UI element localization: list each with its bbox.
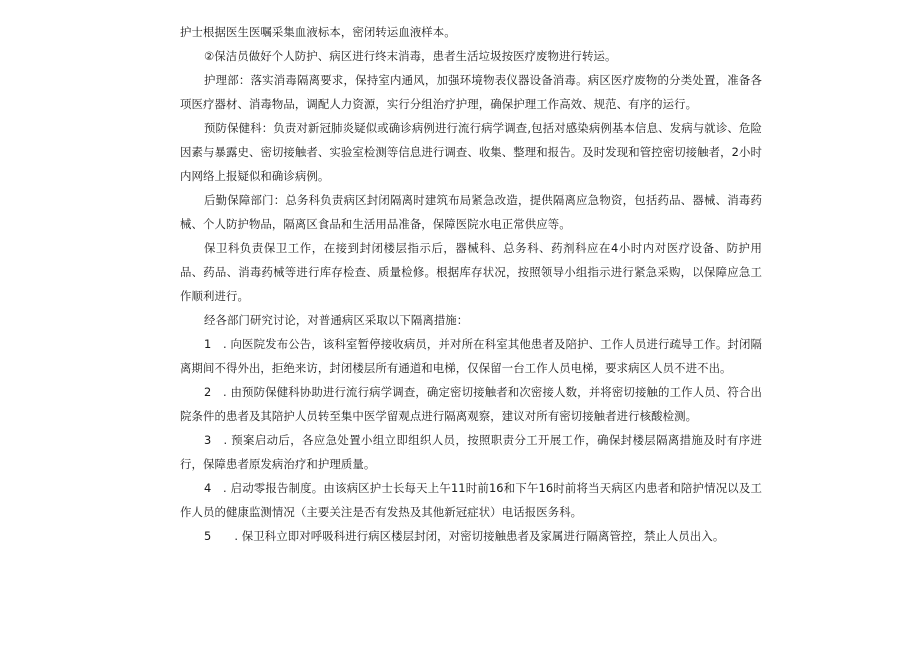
list-item-measure-5: 5 . 保卫科立即对呼吸科进行病区楼层封闭，对密切接触患者及家属进行隔离管控，禁止人员出入。 [204, 529, 725, 543]
paragraph-preventive-care: 预防保健科：负责对新冠肺炎疑似或确诊病例进行流行病学调查,包括对感染病例基本信息、发病与就诊、危险因素与暴露史、密切接触者、实验室检测等信息进行调查、收集、整理和报告。及时发现和管控密切接触者，2小时内网络上报疑似和确诊病例。 [180, 121, 762, 183]
paragraph-security: 保卫科负责保卫工作，在接到封闭楼层指示后，器械科、总务科、药剂科应在4小时内对医疗设备、防护用品、药品、消毒药械等进行库存检查、质量检修。根据库存状况，按照领导小组指示进行紧急采购，以保障应急工作顺利进行。 [180, 241, 762, 303]
paragraph-measures-intro: 经各部门研究讨论，对普通病区采取以下隔离措施： [204, 313, 469, 327]
paragraph-cleaning-staff: ②保洁员做好个人防护、病区进行终末消毒，患者生活垃圾按医疗废物进行转运。 [204, 49, 617, 63]
document-body [180, 20, 762, 548]
paragraph-logistics: 后勤保障部门：总务科负责病区封闭隔离时建筑布局紧急改造，提供隔离应急物资，包括药品、器械、消毒药械、个人防护物品，隔离区食品和生活用品准备，保障医院水电正常供应等。 [180, 193, 762, 231]
list-item-measure-2: 2 . 由预防保健科协助进行流行病学调查，确定密切接触者和次密接人数，并将密切接触的工作人员、符合出院条件的患者及其陪护人员转至集中医学留观点进行隔离观察，建议对所有密切接触者进行核酸检测。 [180, 385, 762, 423]
paragraph-blood-sample: 护士根据医生医嘱采集血液标本，密闭转运血液样本。 [180, 25, 456, 39]
list-item-measure-3: 3 . 预案启动后，各应急处置小组立即组织人员，按照职责分工开展工作，确保封楼层隔离措施及时有序进行，保障患者原发病治疗和护理质量。 [180, 433, 762, 471]
list-item-measure-1: 1 . 向医院发布公告，该科室暂停接收病员，并对所在科室其他患者及陪护、工作人员进行疏导工作。封闭隔离期间不得外出，拒绝来访，封闭楼层所有通道和电梯，仅保留一台工作人员电梯，要求病区人员不进不出。 [180, 337, 762, 375]
paragraph-nursing-dept: 护理部：落实消毒隔离要求，保持室内通风，加强环境物表仪器设备消毒。病区医疗废物的分类处置，准备各项医疗器材、消毒物品，调配人力资源，实行分组治疗护理，确保护理工作高效、规范、有序的运行。 [180, 73, 762, 111]
list-item-measure-4: 4 . 启动零报告制度。由该病区护士长每天上午11时前16和下午16时前将当天病区内患者和陪护情况以及工作人员的健康监测情况（主要关注是否有发热及其他新冠症状）电话报医务科。 [180, 481, 762, 519]
